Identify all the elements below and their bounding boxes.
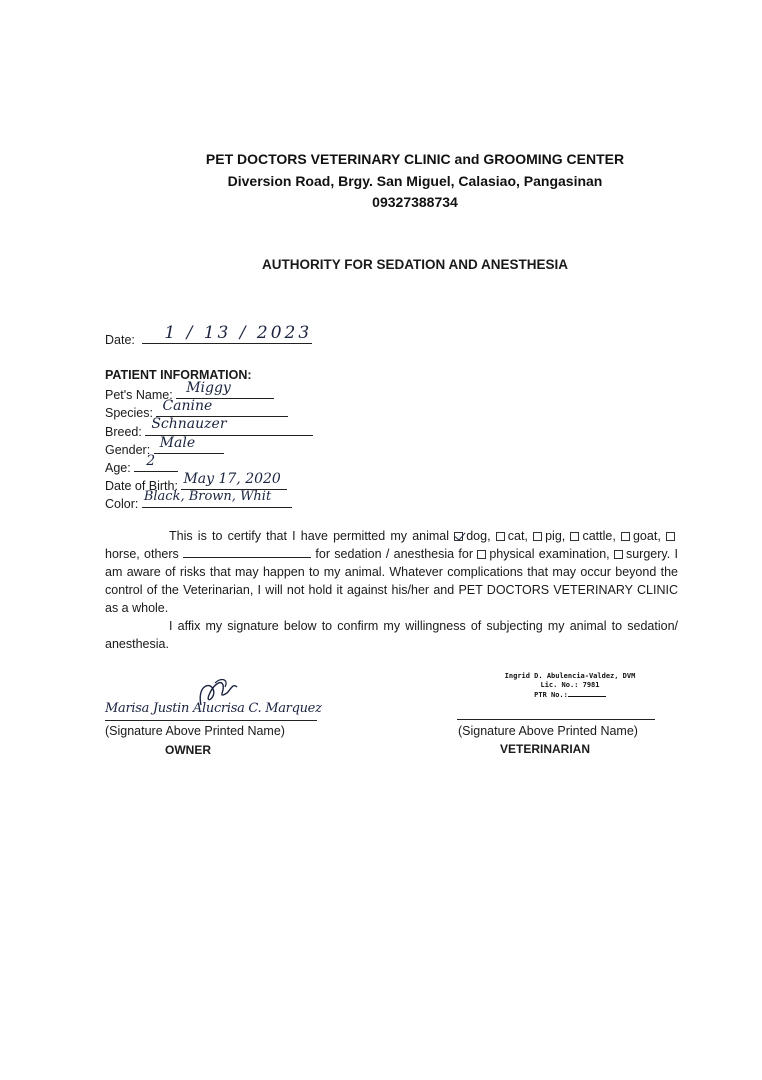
patient-info [105, 366, 313, 512]
color-field[interactable] [142, 489, 292, 508]
vet-role-label: VETERINARIAN [500, 742, 591, 756]
dog-checkbox[interactable] [454, 532, 463, 541]
cattle-checkbox[interactable] [570, 532, 579, 541]
vet-license: Lic. No.: 7981 [540, 681, 600, 689]
patient-heading: PATIENT INFORMATION: [105, 368, 252, 382]
clinic-address: Diversion Road, Brgy. San Miguel, Calasiao, Pangasinan [227, 173, 603, 189]
for-sedation-text: for sedation / anesthesia for [315, 547, 473, 561]
pet-name-value: Miggy [186, 380, 231, 396]
breed-label: Breed: [105, 424, 142, 439]
vet-stamp [500, 672, 640, 700]
dob-label: Date of Birth: [105, 479, 178, 494]
pet-name-label: Pet's Name: [105, 388, 173, 403]
age-label: Age: [105, 460, 131, 475]
date-row [105, 323, 313, 347]
cattle-option-label: cattle, [582, 529, 616, 543]
consent-text [105, 527, 678, 653]
horse-others-label: horse, others [105, 547, 179, 561]
vet-signature-caption: (Signature Above Printed Name) [458, 724, 638, 738]
owner-signature-line [105, 720, 317, 721]
surgery-label: surgery. [625, 547, 671, 561]
color-row [105, 489, 313, 512]
goat-option-label: goat, [632, 529, 661, 543]
age-value: 2 [146, 452, 156, 469]
consent-paragraph-2: I affix my signature below to confirm my willingness of subjecting my animal to sedation/ anesthesia. [105, 619, 678, 651]
physical-exam-checkbox[interactable] [477, 550, 486, 559]
owner-signed-name: Marisa Justin Alucrisa C. Marquez [105, 701, 322, 716]
age-field[interactable] [134, 452, 178, 472]
pig-checkbox[interactable] [533, 532, 542, 541]
consent-paragraph-1 [105, 527, 678, 617]
vet-ptr [500, 690, 640, 700]
cat-option-label: cat, [507, 529, 528, 543]
gender-value: Male [159, 434, 196, 451]
vet-stamp-name: Ingrid D. Abulencia-Valdez, DVM [504, 672, 636, 680]
breed-row [105, 416, 313, 439]
clinic-phone: 09327388734 [372, 194, 458, 210]
dog-option-label: dog, [466, 529, 491, 543]
surgery-checkbox[interactable] [614, 550, 623, 559]
goat-checkbox[interactable] [621, 532, 630, 541]
horse-checkbox[interactable] [666, 532, 675, 541]
gender-row [105, 434, 313, 457]
color-label: Color: [105, 497, 139, 512]
date-field[interactable] [142, 323, 313, 344]
others-blank[interactable] [183, 546, 311, 558]
physical-exam-label: physical examination, [489, 547, 610, 561]
species-label: Species: [105, 406, 153, 421]
form-title: AUTHORITY FOR SEDATION AND ANESTHESIA [261, 257, 568, 272]
dob-value: May 17, 2020 [183, 470, 281, 487]
gender-field[interactable] [154, 434, 224, 454]
gender-label: Gender: [105, 442, 151, 457]
color-value: Black, Brown, Whit [143, 489, 272, 505]
clinic-name: PET DOCTORS VETERINARY CLINIC and GROOMING CENTER [205, 151, 625, 167]
vet-ptr-label: PTR No.: [534, 691, 568, 699]
pig-option-label: pig, [545, 529, 566, 543]
date-value: 1 / 13 / 2023 [164, 323, 313, 343]
species-value: Canine [162, 398, 213, 415]
vet-signature-line [457, 719, 655, 720]
date-label: Date: [105, 333, 135, 347]
breed-value: Schnauzer [151, 416, 227, 433]
cat-checkbox[interactable] [496, 532, 505, 541]
consent-intro: This is to certify that I have permitted my animal [169, 529, 450, 543]
vet-ptr-blank [568, 690, 606, 697]
owner-signature-caption: (Signature Above Printed Name) [105, 724, 285, 738]
risk-statement: I am aware of risks that may happen to my animal. Whatever complications that may occur beyond the control of the Veterinarian, I will not hold it against his/her and PET DOCTORS VETERINARY CLINIC as a whole. [105, 547, 678, 615]
owner-role-label: OWNER [165, 743, 211, 757]
owner-signature [105, 675, 325, 719]
